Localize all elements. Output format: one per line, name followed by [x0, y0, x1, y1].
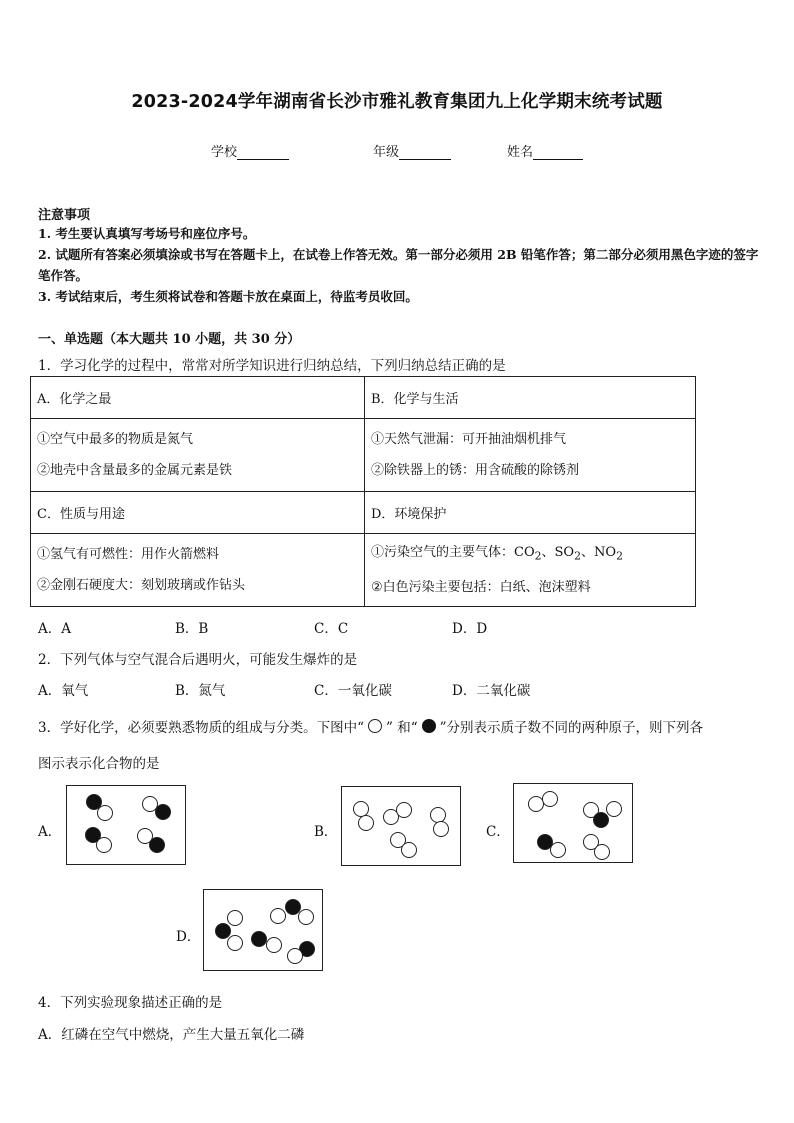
q2-option-a[interactable]: A．氧气 [38, 683, 89, 699]
q1-cell-c-body: ①氢气有可燃性：用作火箭燃料 ②金刚石硬度大：刻划玻璃或作钻头 [31, 534, 365, 607]
q1-cell-d-head: D．环境保护 [365, 492, 696, 534]
q1-cell-a-body: ①空气中最多的物质是氮气 ②地壳中含量最多的金属元素是铁 [31, 419, 365, 492]
q2-option-b[interactable]: B．氮气 [175, 683, 226, 699]
q3-label-c[interactable]: C． [486, 824, 510, 840]
school-field[interactable]: 学校 [211, 141, 289, 160]
q3-stem-line2: 图示表示化合物的是 [38, 756, 160, 772]
q3-diagram-d[interactable] [203, 889, 323, 971]
q2-option-c[interactable]: C．一氧化碳 [314, 683, 392, 699]
molecule-diagram-c [514, 784, 632, 862]
note-item-1: 1. 考生要认真填写考场号和座位序号。 [38, 226, 256, 241]
q3-diagram-a[interactable] [66, 785, 186, 865]
q3-stem: 3．学好化学，必须要熟悉物质的组成与分类。下图中“ ” 和“ ”分别表示质子数不同的两种原子，则下列各 [38, 720, 704, 736]
q1-cell-a-head: A．化学之最 [31, 377, 365, 419]
q1-option-a[interactable]: A．A [38, 621, 71, 637]
note-item-3: 3. 考试结束后，考生须将试卷和答题卡放在桌面上，待监考员收回。 [38, 289, 418, 304]
black-atom-icon [422, 719, 436, 733]
molecule-diagram-b [342, 787, 460, 865]
q1-stem: 1．学习化学的过程中，常常对所学知识进行归纳总结，下列归纳总结正确的是 [38, 358, 506, 374]
grade-field[interactable]: 年级 [373, 141, 451, 160]
q3-diagram-c[interactable] [513, 783, 633, 863]
white-atom-icon [368, 719, 382, 733]
q1-cell-d-body: ①污染空气的主要气体：$CO_2$、$SO_2$、$NO_2$ ②白色污染主要包括：白纸、泡沫塑料 [365, 534, 696, 607]
notes-heading: 注意事项 [38, 208, 91, 223]
q1-option-c[interactable]: C．C [314, 621, 349, 637]
q1-cell-c-head: C．性质与用途 [31, 492, 365, 534]
q3-label-b[interactable]: B． [314, 824, 338, 840]
q3-label-a[interactable]: A． [38, 824, 62, 840]
q1-option-d[interactable]: D．D [452, 621, 488, 637]
q1-cell-b-body: ①天然气泄漏：可开抽油烟机排气 ②除铁器上的锈：用含硫酸的除锈剂 [365, 419, 696, 492]
q1-option-b[interactable]: B．B [175, 621, 209, 637]
q1-table [30, 376, 696, 607]
note-item-2: 2. 试题所有答案必须填涂或书写在答题卡上，在试卷上作答无效。第一部分必须用 2B 铅笔作答；第二部分必须用黑色字迹的签字笔作答。 [38, 247, 759, 283]
q4-option-a[interactable]: A．红磷在空气中燃烧，产生大量五氧化二磷 [38, 1027, 305, 1043]
section-heading: 一、单选题（本大题共 10 小题，共 30 分） [38, 332, 301, 347]
q4-stem: 4．下列实验现象描述正确的是 [38, 995, 223, 1011]
molecule-diagram-d [204, 890, 322, 970]
q2-option-d[interactable]: D．二氧化碳 [452, 683, 531, 699]
name-field[interactable]: 姓名 [507, 141, 583, 160]
molecule-diagram-a [67, 786, 185, 864]
page-title: 2023-2024学年湖南省长沙市雅礼教育集团九上化学期末统考试题 [131, 92, 663, 112]
q1-cell-b-head: B．化学与生活 [365, 377, 696, 419]
q3-diagram-b[interactable] [341, 786, 461, 866]
q2-stem: 2．下列气体与空气混合后遇明火，可能发生爆炸的是 [38, 652, 358, 668]
q3-label-d[interactable]: D． [176, 929, 201, 945]
